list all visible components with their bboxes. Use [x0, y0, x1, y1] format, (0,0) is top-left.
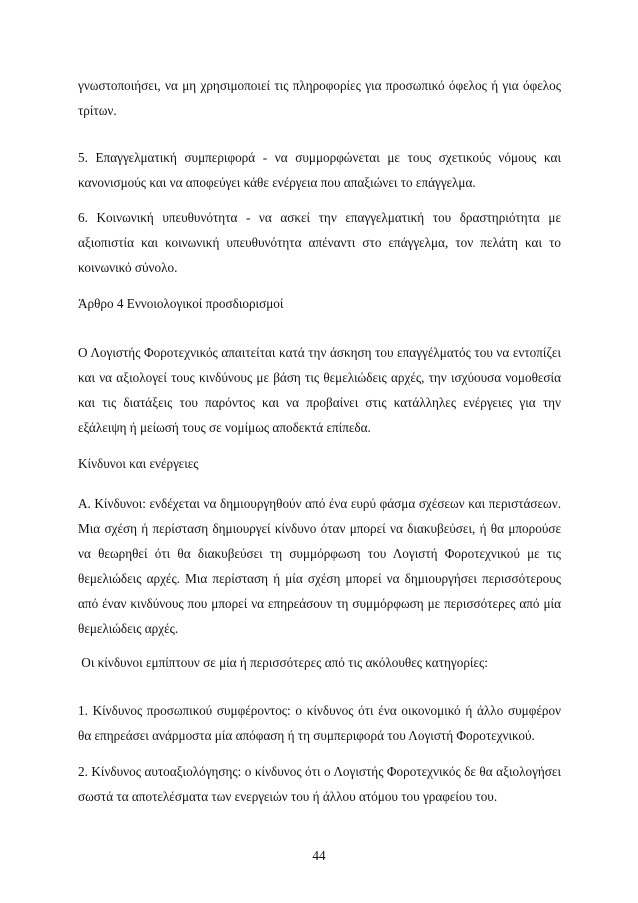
paragraph-risks-definition: Α. Κίνδυνοι: ενδέχεται να δημιουργηθούν από ένα ευρύ φάσμα σχέσεων και περιστάσεων. Μια σχέση ή περίσταση δημιουργεί κίνδυνο όταν μπορεί να διακυβεύσει, ή θα μπορούσε να θεωρηθεί ότι θα διακυβεύσει τη συμμόρφωση του Λογιστή Φοροτεχνικού με τις θεμελιώδεις αρχές. Μια περίσταση ή μία σχέση μπορεί να δημιουργήσει περισσότερους από έναν κινδύνους που μπορεί να επηρεάσουν τη συμμόρφωση με περισσότερες από μία θεμελιώδεις αρχές. [78, 496, 561, 636]
page-number: 44 [312, 848, 326, 863]
subheading-risks-and-actions: Κίνδυνοι και ενέργειες [78, 456, 199, 471]
paragraph-self-review-risk: 2. Κίνδυνος αυτοαξιολόγησης: ο κίνδυνος ότι ο Λογιστής Φοροτεχνικός δε θα αξιολογήσει σωστά τα αποτελέσματα των ενεργειών του ή άλλου ατόμου του γραφείου του. [78, 764, 561, 804]
paragraph-risk-categories-intro: Οι κίνδυνοι εμπίπτουν σε μία ή περισσότερες από τις ακόλουθες κατηγορίες: [78, 655, 488, 670]
paragraph-accountant-obligations: Ο Λογιστής Φοροτεχνικός απαιτείται κατά την άσκηση του επαγγέλματός του να εντοπίζει και να αξιολογεί τους κινδύνους με βάση τις θεμελιώδεις αρχές, την ισχύουσα νομοθεσία και τις διατάξεις του παρόντος και να προβαίνει στις κατάλληλες ενέργειες για την εξάλειψη ή μείωσή τους σε νομίμως αποδεκτά επίπεδα. [78, 345, 561, 435]
paragraph-social-responsibility: 6. Κοινωνική υπευθυνότητα - να ασκεί την επαγγελματική του δραστηριότητα με αξιοπιστία και κοινωνική υπευθυνότητα απέναντι στο επάγγελμα, τον πελάτη και το κοινωνικό σύνολο. [78, 210, 561, 275]
paragraph-confidentiality-continued: γνωστοποιήσει, να μη χρησιμοποιεί τις πληροφορίες για προσωπικό όφελος ή για όφελος τρίτων. [78, 78, 561, 118]
paragraph-self-interest-risk: 1. Κίνδυνος προσωπικού συμφέροντος: ο κίνδυνος ότι ένα οικονομικό ή άλλο συμφέρον θα επηρεάσει ανάρμοστα μία απόφαση ή τη συμπεριφορά του Λογιστή Φοροτεχνικού. [78, 703, 561, 743]
paragraph-professional-behavior: 5. Επαγγελματική συμπεριφορά - να συμμορφώνεται με τους σχετικούς νόμους και κανονισμούς και να αποφεύγει κάθε ενέργεια που απαξιώνει το επάγγελμα. [78, 150, 561, 190]
section-heading-article-4: Άρθρο 4 Εννοιολογικοί προσδιορισμοί [78, 296, 284, 311]
